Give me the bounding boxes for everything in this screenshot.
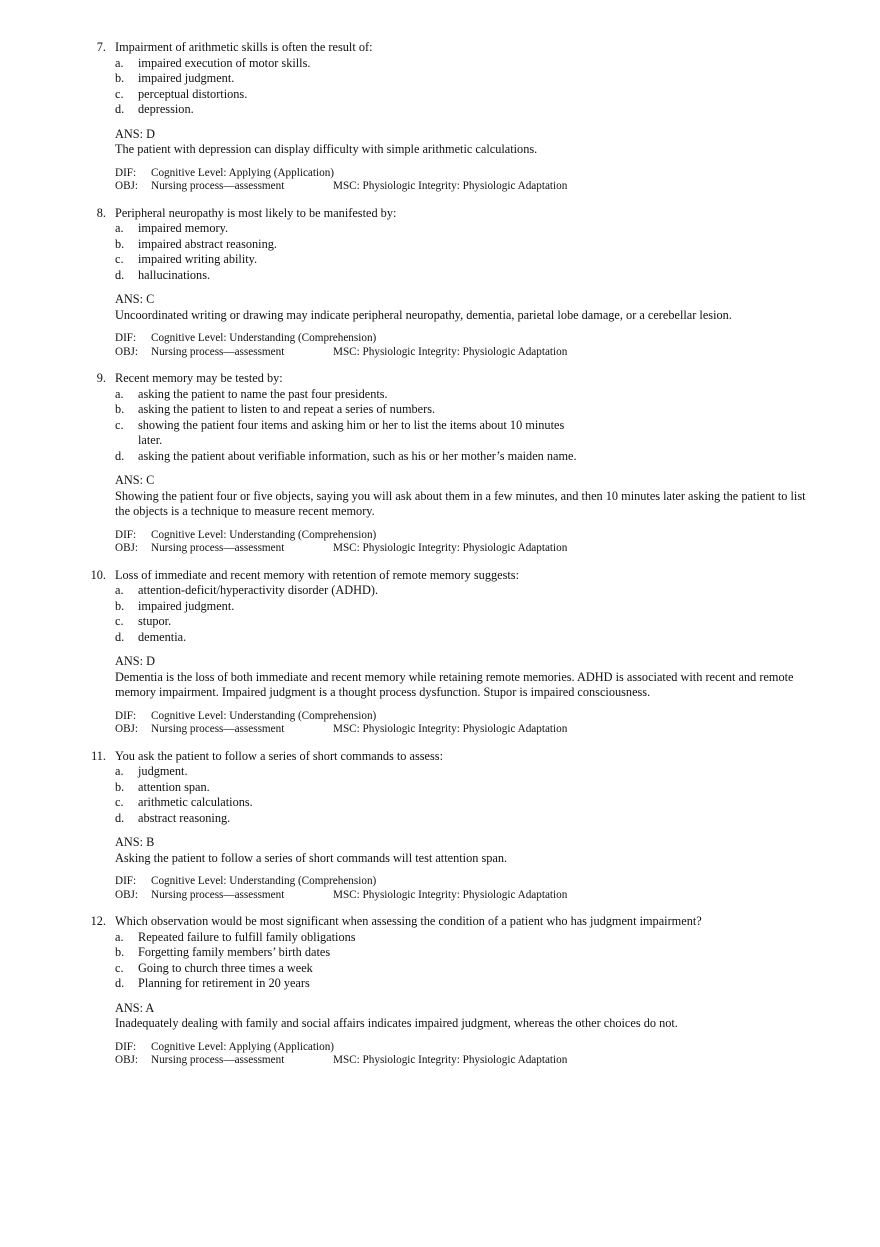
option-letter: d. xyxy=(115,629,125,644)
option-letter: c. xyxy=(115,960,124,975)
option-letter: c. xyxy=(115,614,124,628)
question-item xyxy=(0,914,880,1068)
msc-value: MSC: Physiologic Integrity: Physiologic Adaptation xyxy=(333,345,568,358)
answer-rationale: Uncoordinated writing or drawing may indicate peripheral neuropathy, dementia, parietal lobe damage, or a cerebellar lesion. xyxy=(115,307,732,322)
question-number: 12. xyxy=(90,914,106,928)
option-letter: d. xyxy=(115,102,125,116)
option-text: attention span. xyxy=(138,779,210,794)
answer-key: ANS: B xyxy=(115,835,155,849)
answer-option xyxy=(0,945,880,961)
option-text: stupor. xyxy=(138,614,172,628)
answer-option xyxy=(0,449,880,465)
option-text: Going to church three times a week xyxy=(138,960,313,975)
option-letter: d. xyxy=(115,810,125,825)
option-text: impaired abstract reasoning. xyxy=(138,236,277,251)
question-number: 9. xyxy=(96,371,106,385)
difficulty-label: DIF: xyxy=(115,1040,137,1053)
question-item xyxy=(0,568,880,737)
objective-row xyxy=(115,889,880,903)
document-page xyxy=(0,40,880,1080)
objective-row xyxy=(115,346,880,360)
option-text: hallucinations. xyxy=(138,267,211,282)
question-metadata xyxy=(0,875,880,902)
option-letter: d. xyxy=(115,976,125,990)
answer-option xyxy=(0,418,880,449)
question-text: Recent memory may be tested by: xyxy=(115,371,283,385)
question-number: 7. xyxy=(96,40,106,54)
difficulty-value: Cognitive Level: Understanding (Comprehension) xyxy=(151,709,377,722)
option-letter: d. xyxy=(115,448,125,463)
objective-label: OBJ: xyxy=(115,723,139,735)
answer-option xyxy=(0,102,880,118)
option-text: asking the patient to name the past four presidents. xyxy=(138,386,388,401)
answer-key: ANS: C xyxy=(115,292,155,306)
option-text: impaired execution of motor skills. xyxy=(138,55,311,70)
objective-value: Nursing process—assessment xyxy=(151,345,285,358)
option-text: Planning for retirement in 20 years xyxy=(138,976,310,990)
answer-option xyxy=(0,71,880,87)
option-text: showing the patient four items and asking him or her to list the items about 10 minutes later. xyxy=(138,417,565,447)
option-letter: b. xyxy=(115,236,125,251)
objective-value: Nursing process—assessment xyxy=(151,180,285,192)
option-text: impaired judgment. xyxy=(138,71,235,85)
difficulty-row xyxy=(115,1041,880,1055)
difficulty-value: Cognitive Level: Applying (Application) xyxy=(151,166,335,179)
difficulty-row xyxy=(115,167,880,181)
answer-key: ANS: A xyxy=(115,1000,155,1015)
question-metadata xyxy=(0,167,880,194)
answer-block xyxy=(0,127,880,158)
objective-label: OBJ: xyxy=(115,180,139,192)
option-letter: c. xyxy=(115,795,124,809)
difficulty-value: Cognitive Level: Understanding (Comprehension) xyxy=(151,875,377,887)
objective-row xyxy=(115,1054,880,1068)
msc-value: MSC: Physiologic Integrity: Physiologic Adaptation xyxy=(333,723,568,735)
question-stem xyxy=(0,206,880,222)
question-number: 10. xyxy=(90,567,106,582)
objective-value: Nursing process—assessment xyxy=(151,1054,285,1066)
question-metadata xyxy=(0,1041,880,1068)
difficulty-row xyxy=(115,332,880,346)
option-letter: a. xyxy=(115,583,124,597)
answer-option xyxy=(0,252,880,268)
objective-value: Nursing process—assessment xyxy=(151,888,285,901)
answer-key: ANS: D xyxy=(115,654,155,668)
answer-option xyxy=(0,930,880,946)
answer-rationale: Inadequately dealing with family and social affairs indicates impaired judgment, whereas the other choices do not. xyxy=(115,1016,678,1030)
question-item xyxy=(0,40,880,194)
difficulty-label: DIF: xyxy=(115,332,137,344)
option-letter: c. xyxy=(115,417,124,432)
option-text: Forgetting family members’ birth dates xyxy=(138,945,331,959)
answer-block xyxy=(0,835,880,866)
option-letter: a. xyxy=(115,929,124,944)
question-text: Which observation would be most significant when assessing the condition of a patient who has judgment impairment? xyxy=(115,914,702,928)
objective-label: OBJ: xyxy=(115,345,139,358)
answer-block xyxy=(0,473,880,520)
option-text: judgment. xyxy=(138,764,188,778)
answer-options xyxy=(0,764,880,826)
objective-row xyxy=(115,180,880,194)
difficulty-row xyxy=(115,529,880,543)
answer-option xyxy=(0,764,880,780)
difficulty-label: DIF: xyxy=(115,709,137,722)
answer-option xyxy=(0,268,880,284)
question-stem xyxy=(0,371,880,387)
difficulty-label: DIF: xyxy=(115,528,137,541)
option-letter: c. xyxy=(115,86,124,101)
difficulty-value: Cognitive Level: Applying (Application) xyxy=(151,1040,335,1053)
answer-option xyxy=(0,387,880,403)
objective-label: OBJ: xyxy=(115,888,139,901)
option-letter: b. xyxy=(115,779,125,794)
question-item xyxy=(0,749,880,903)
option-letter: a. xyxy=(115,55,124,70)
option-letter: b. xyxy=(115,945,125,959)
answer-option xyxy=(0,630,880,646)
answer-block xyxy=(0,292,880,323)
option-text: Repeated failure to fulfill family obligations xyxy=(138,929,356,944)
question-metadata xyxy=(0,529,880,556)
question-text: Impairment of arithmetic skills is often the result of: xyxy=(115,40,373,54)
option-text: impaired judgment. xyxy=(138,598,235,613)
difficulty-row xyxy=(115,710,880,724)
answer-option xyxy=(0,583,880,599)
msc-value: MSC: Physiologic Integrity: Physiologic Adaptation xyxy=(333,180,568,192)
answer-block xyxy=(0,1001,880,1032)
answer-rationale: Asking the patient to follow a series of short commands will test attention span. xyxy=(115,850,508,865)
answer-block xyxy=(0,654,880,701)
objective-value: Nursing process—assessment xyxy=(151,542,285,554)
question-metadata xyxy=(0,332,880,359)
msc-value: MSC: Physiologic Integrity: Physiologic Adaptation xyxy=(333,542,568,554)
objective-label: OBJ: xyxy=(115,542,139,554)
difficulty-value: Cognitive Level: Understanding (Comprehension) xyxy=(151,528,377,541)
question-number: 11. xyxy=(91,748,106,763)
answer-option xyxy=(0,87,880,103)
question-item xyxy=(0,371,880,556)
question-text: Peripheral neuropathy is most likely to be manifested by: xyxy=(115,205,397,220)
answer-option xyxy=(0,56,880,72)
option-text: perceptual distortions. xyxy=(138,86,248,101)
option-letter: a. xyxy=(115,764,124,778)
question-item xyxy=(0,206,880,360)
difficulty-row xyxy=(115,875,880,889)
answer-options xyxy=(0,930,880,992)
option-letter: a. xyxy=(115,386,124,401)
option-text: dementia. xyxy=(138,629,187,644)
difficulty-label: DIF: xyxy=(115,875,137,887)
option-text: attention-deficit/hyperactivity disorder (ADHD). xyxy=(138,583,379,597)
answer-options xyxy=(0,56,880,118)
option-text: asking the patient to listen to and repeat a series of numbers. xyxy=(138,402,436,416)
objective-row xyxy=(115,542,880,556)
option-letter: b. xyxy=(115,598,125,613)
answer-options xyxy=(0,583,880,645)
option-letter: a. xyxy=(115,221,124,235)
answer-options xyxy=(0,387,880,465)
question-text: You ask the patient to follow a series of short commands to assess: xyxy=(115,748,443,763)
answer-option xyxy=(0,402,880,418)
option-text: arithmetic calculations. xyxy=(138,795,253,809)
question-stem xyxy=(0,568,880,584)
answer-option xyxy=(0,811,880,827)
answer-rationale: The patient with depression can display difficulty with simple arithmetic calculations. xyxy=(115,142,538,156)
answer-rationale: Showing the patient four or five objects, saying you will ask about them in a few minutes, and then 10 minutes later asking the patient to list the objects is a technique to measure recent memory. xyxy=(115,488,806,518)
objective-label: OBJ: xyxy=(115,1054,139,1066)
answer-option xyxy=(0,614,880,630)
question-text: Loss of immediate and recent memory with retention of remote memory suggests: xyxy=(115,567,519,582)
answer-option xyxy=(0,237,880,253)
answer-option xyxy=(0,976,880,992)
question-metadata xyxy=(0,710,880,737)
option-letter: b. xyxy=(115,71,125,85)
option-text: impaired memory. xyxy=(138,221,229,235)
difficulty-label: DIF: xyxy=(115,166,137,179)
option-letter: d. xyxy=(115,267,125,282)
answer-option xyxy=(0,780,880,796)
option-text: asking the patient about verifiable information, such as his or her mother’s maiden name. xyxy=(138,448,577,463)
answer-options xyxy=(0,221,880,283)
question-number: 8. xyxy=(96,205,106,220)
answer-key: ANS: D xyxy=(115,126,155,141)
option-text: depression. xyxy=(138,102,194,116)
option-text: abstract reasoning. xyxy=(138,810,231,825)
difficulty-value: Cognitive Level: Understanding (Comprehension) xyxy=(151,332,377,344)
option-letter: c. xyxy=(115,252,124,266)
answer-key: ANS: C xyxy=(115,473,155,487)
answer-option xyxy=(0,221,880,237)
msc-value: MSC: Physiologic Integrity: Physiologic Adaptation xyxy=(333,1054,568,1066)
objective-value: Nursing process—assessment xyxy=(151,723,285,735)
objective-row xyxy=(115,723,880,737)
answer-option xyxy=(0,795,880,811)
option-text: impaired writing ability. xyxy=(138,252,258,266)
msc-value: MSC: Physiologic Integrity: Physiologic Adaptation xyxy=(333,888,568,901)
question-stem xyxy=(0,749,880,765)
answer-rationale: Dementia is the loss of both immediate and recent memory while retaining remote memories. ADHD is associated with recent and remote memory impairment. Impaired judgment is a thought process dysfunction. Stupor is impaired consciousness. xyxy=(115,669,794,699)
option-letter: b. xyxy=(115,402,125,416)
question-stem xyxy=(0,40,880,56)
answer-option xyxy=(0,599,880,615)
question-stem xyxy=(0,914,880,930)
answer-option xyxy=(0,961,880,977)
